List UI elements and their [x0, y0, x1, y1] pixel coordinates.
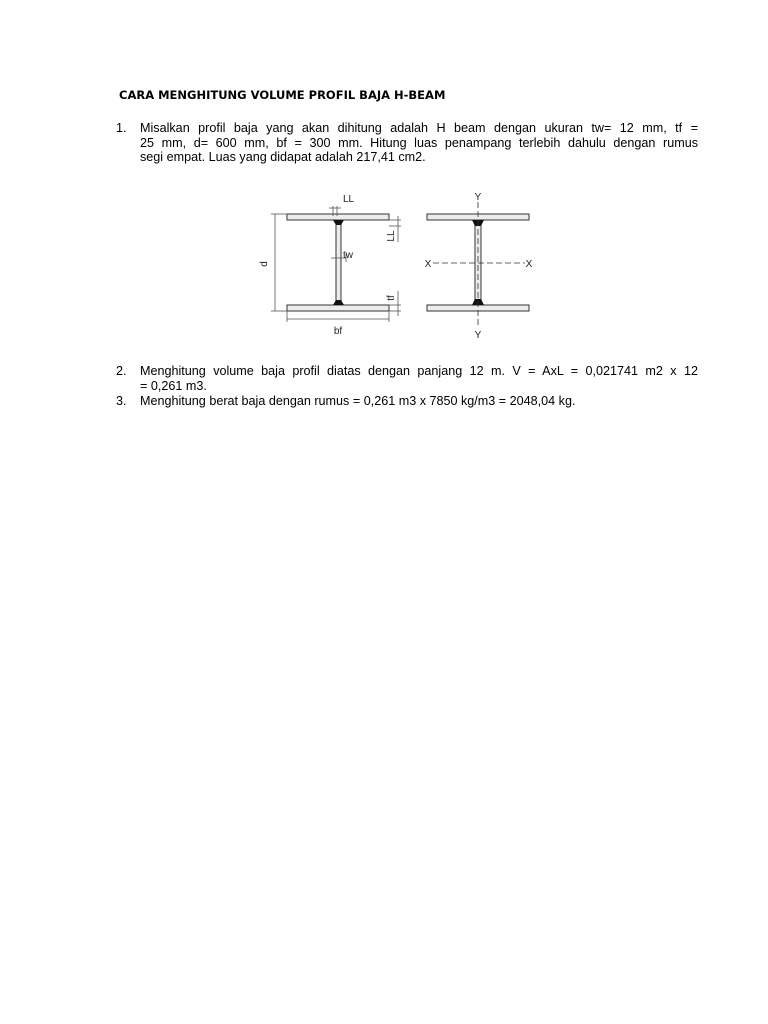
h-beam-section-dimensioned	[259, 194, 401, 337]
top-weld	[333, 220, 344, 225]
text-line: segi empat. Luas yang didapat adalah 217,41 cm2.	[140, 150, 426, 165]
h-beam-figure	[255, 188, 555, 348]
text-line: = 0,261 m3.	[140, 378, 207, 393]
text-line: Menghitung berat baja dengan rumus = 0,261 m3 x 7850 kg/m3 = 2048,04 kg.	[140, 394, 576, 408]
list-number: 2.	[116, 364, 127, 378]
list-item-text	[140, 394, 698, 409]
tw-label: tw	[343, 250, 353, 261]
ll-side-label: LL	[386, 230, 397, 242]
top-flange	[287, 214, 389, 220]
list-item-text	[140, 121, 698, 165]
h-beam-section-axes	[425, 192, 533, 341]
ll-top-label: LL	[343, 194, 355, 205]
y-axis-top-label: Y	[474, 192, 482, 203]
text-line: Misalkan profil baja yang akan dihitung adalah H beam dengan ukuran tw= 12 mm, tf =	[140, 121, 698, 135]
bottom-flange	[287, 305, 389, 311]
bf-label: bf	[333, 326, 343, 337]
bottom-weld	[333, 300, 344, 305]
list-number: 3.	[116, 394, 127, 408]
x-axis-right-label: X	[525, 259, 533, 270]
tf-label: tf	[386, 295, 397, 301]
y-axis-bottom-label: Y	[474, 330, 482, 341]
text-line: 25 mm, d= 600 mm, bf = 300 mm. Hitung luas penampang terlebih dahulu dengan rumus	[140, 135, 698, 150]
web	[336, 220, 341, 305]
list-number: 1.	[116, 121, 127, 135]
list-item-text	[140, 364, 698, 393]
text-line: Menghitung volume baja profil diatas dengan panjang 12 m. V = AxL = 0,021741 m2 x 12	[140, 364, 698, 378]
document-title: CARA MENGHITUNG VOLUME PROFIL BAJA H-BEAM	[119, 88, 446, 102]
x-axis-left-label: X	[424, 259, 432, 270]
d-label: d	[259, 261, 270, 267]
